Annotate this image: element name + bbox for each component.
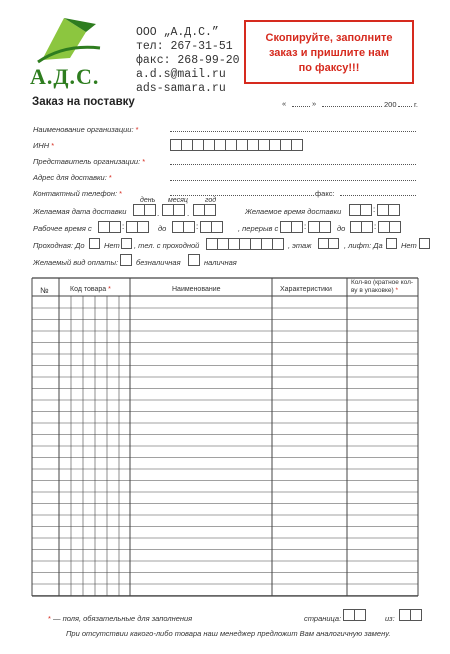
lift-yes-checkbox[interactable] [386, 238, 397, 249]
break-to-label: до [337, 224, 346, 233]
banner-line-3: по факсу!!! [298, 62, 360, 74]
logo-icon [34, 14, 106, 66]
year-caption: год [205, 197, 217, 204]
month-caption: месяц [168, 197, 188, 204]
pass-no-checkbox[interactable] [121, 238, 132, 249]
col-header-number: № [40, 286, 49, 295]
break-label: , перерыв с [238, 224, 279, 233]
company-name: ООО „А.Д.С.” [136, 26, 219, 39]
cash-label: наличная [204, 258, 237, 267]
pass-label: Проходная: До [33, 241, 85, 250]
col-header-code: Код товара * [70, 286, 111, 293]
banner-line-2: заказ и пришлите нам [268, 47, 390, 59]
floor-box-2[interactable] [328, 238, 339, 249]
fax-label: факс: [315, 189, 335, 198]
org-name-field[interactable] [170, 131, 416, 132]
of-label: из: [385, 614, 395, 623]
org-name-label: Наименование организации: * [33, 125, 139, 134]
delivery-date-label: Желаемая дата доставки [33, 207, 127, 216]
pass-phone-label: , тел. с проходной [134, 241, 200, 250]
fax-field[interactable] [340, 195, 416, 196]
inn-label: ИНН * [33, 141, 55, 150]
pass-phone-digit-box[interactable] [272, 238, 284, 250]
col-header-specs: Характеристики [280, 286, 332, 293]
lift-label: , лифт: Да [344, 241, 383, 250]
col-header-name: Наименование [172, 286, 221, 293]
replacement-note: При отсутствии какого-либо товара наш менеджер предложит Вам аналогичную замену. [66, 629, 391, 638]
required-fields-note: * — поля, обязательные для заполнения [48, 614, 193, 623]
email-address: a.d.s@mail.ru [136, 68, 226, 81]
phone-number: тел: 267-31-51 [136, 40, 233, 53]
day-caption: день [140, 197, 156, 204]
date-close-quote: » [312, 99, 317, 108]
inn-digit-box[interactable] [291, 139, 303, 151]
website: ads-samara.ru [136, 82, 226, 95]
payment-label: Желаемый вид оплаты: [33, 258, 119, 267]
phone-field[interactable] [170, 195, 314, 196]
lift-no-checkbox[interactable] [419, 238, 430, 249]
address-label: Адрес для доставки: * [33, 173, 112, 182]
year-prefix: 200 [384, 100, 397, 109]
of-box-2[interactable] [410, 609, 422, 621]
fax-number: факс: 268-99-20 [136, 54, 240, 67]
year-line[interactable] [398, 106, 412, 107]
work-time-label: Рабочее время с [33, 224, 92, 233]
year-suffix: г. [414, 100, 418, 109]
form-title: Заказ на поставку [32, 96, 135, 108]
day-line[interactable] [292, 106, 310, 107]
rep-label: Представитель организации: * [33, 157, 146, 166]
cash-checkbox[interactable] [188, 254, 200, 266]
address-field[interactable] [170, 180, 416, 181]
fax-instruction-banner [244, 20, 414, 84]
date-open-quote: « [282, 99, 287, 108]
work-to-label: до [158, 224, 167, 233]
page-label: страница: [304, 614, 342, 623]
cashless-label: безналичная [136, 258, 181, 267]
pass-no-label: Нет [104, 241, 120, 250]
col-header-qty: Кол-во (кратное кол-ву в упаковке) * [351, 279, 414, 294]
month-line[interactable] [322, 106, 382, 107]
delivery-time-label: Желаемое время доставки [245, 207, 342, 216]
cashless-checkbox[interactable] [120, 254, 132, 266]
phone-label: Контактный телефон: * [33, 189, 123, 198]
lift-no-label: Нет [401, 241, 417, 250]
page-box-2[interactable] [354, 609, 366, 621]
banner-line-1: Скопируйте, заполните [265, 32, 393, 44]
pass-yes-checkbox[interactable] [89, 238, 100, 249]
logo-text: А.Д.С. [30, 64, 100, 89]
rep-field[interactable] [170, 164, 416, 165]
floor-label: , этаж [288, 241, 312, 250]
